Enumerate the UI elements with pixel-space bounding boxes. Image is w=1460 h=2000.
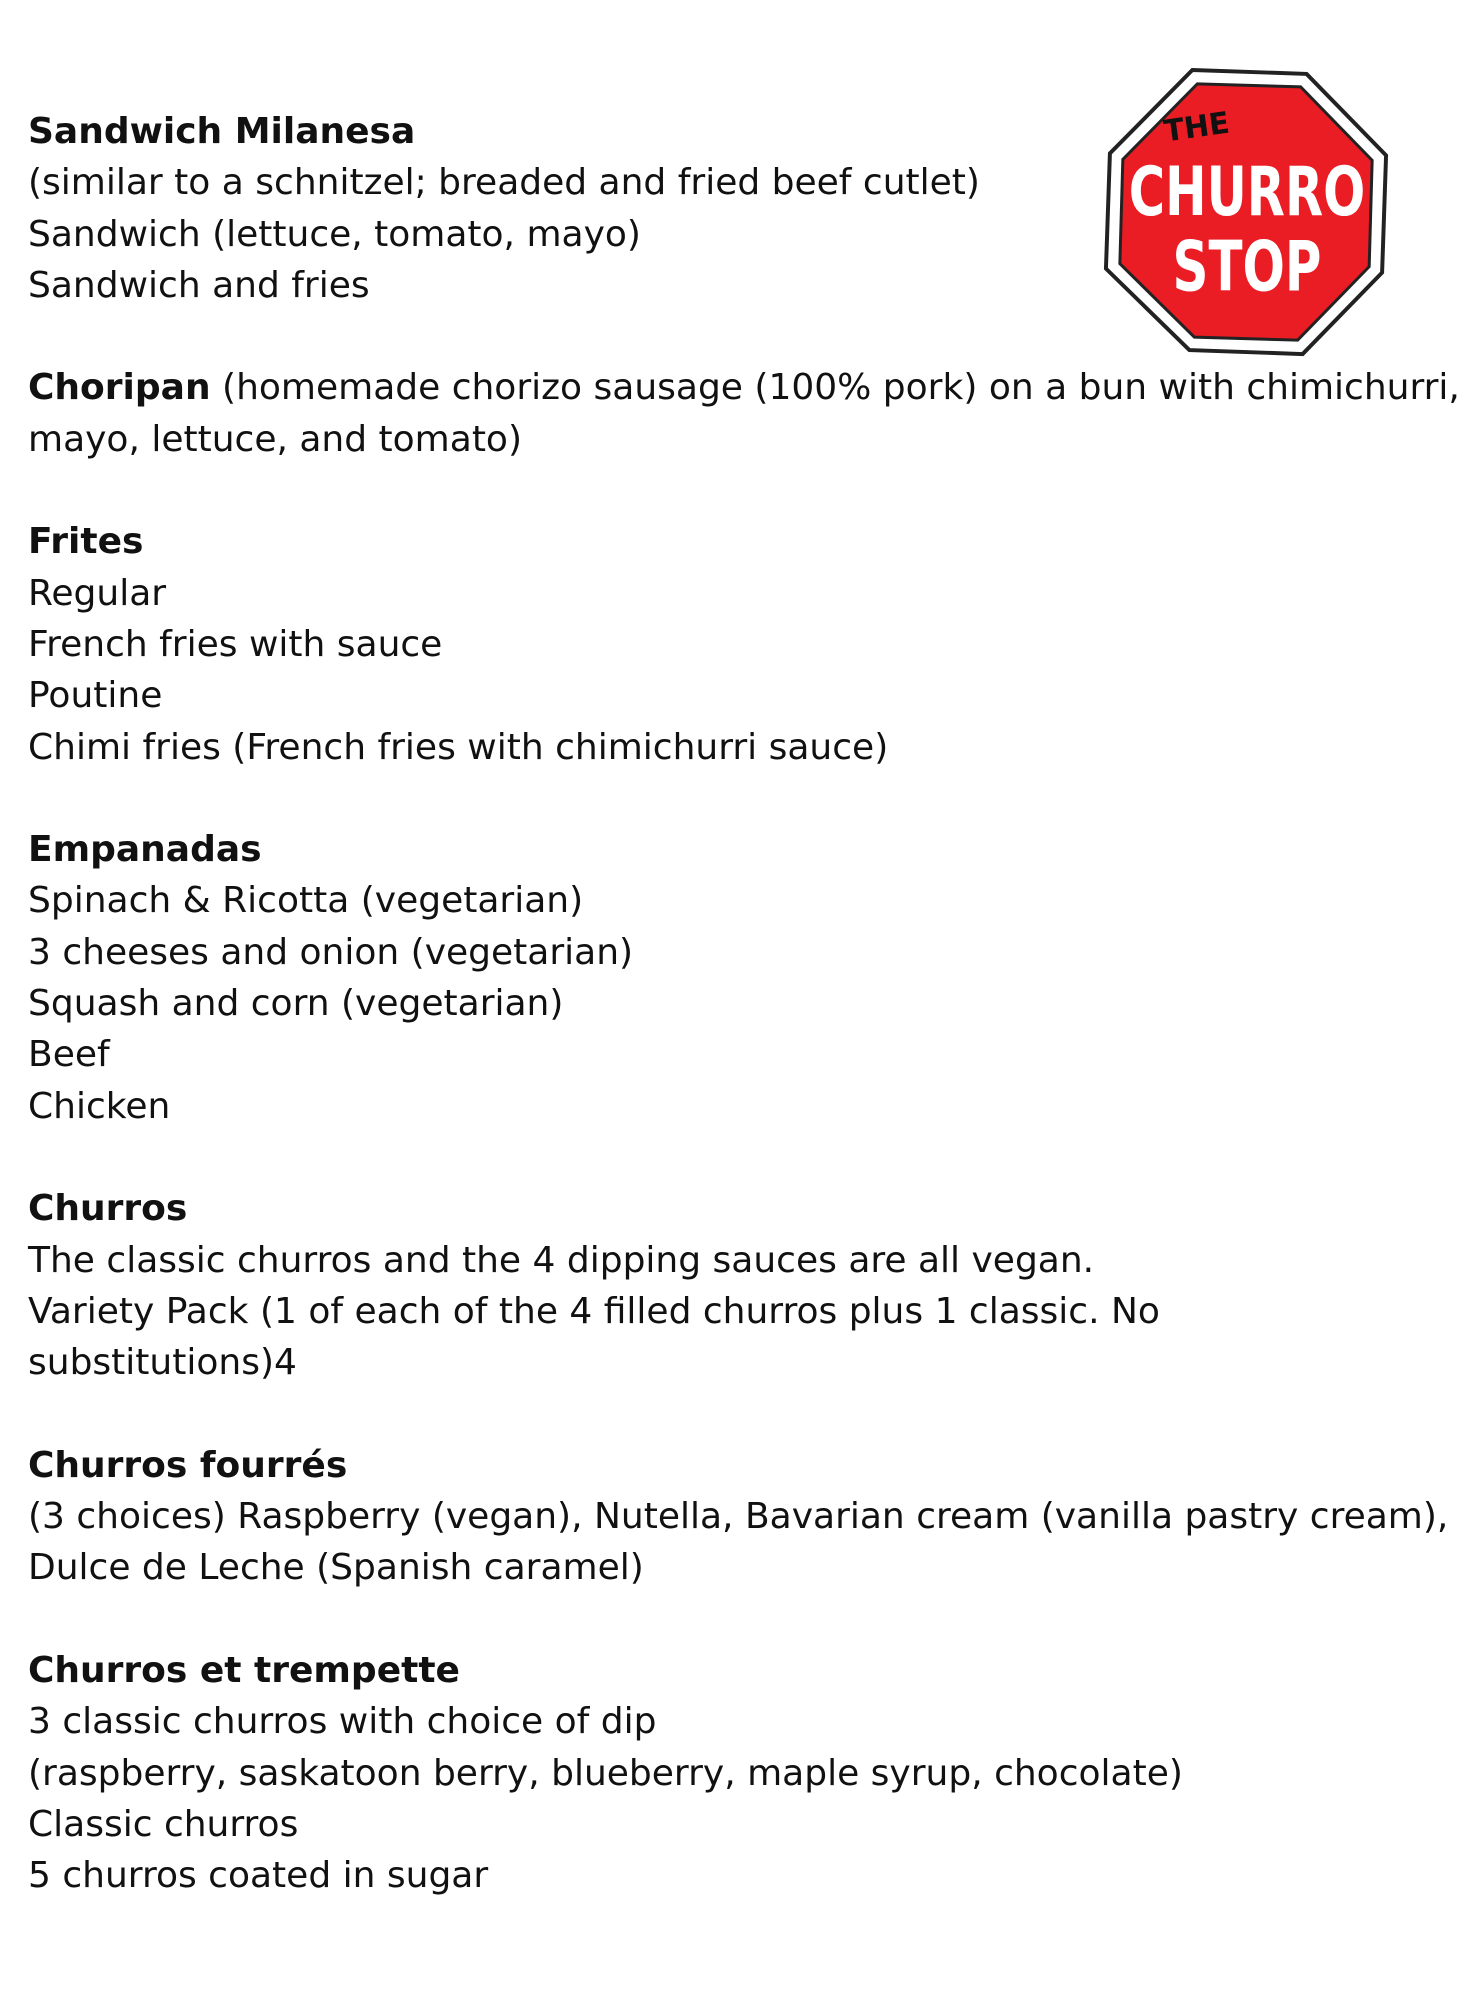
menu-item: (raspberry, saskatoon berry, blueberry, maple syrup, chocolate) — [28, 1752, 1183, 1794]
section-churros-trempette — [28, 1645, 1408, 1901]
spacer — [28, 465, 1408, 516]
section-title: Churros — [28, 1188, 188, 1230]
menu-item: Dulce de Leche (Spanish caramel) — [28, 1547, 644, 1589]
section-title: Empanadas — [28, 829, 262, 871]
spacer — [28, 1594, 1408, 1645]
section-choripan — [28, 362, 1460, 465]
spacer — [28, 1388, 1408, 1439]
logo-line1: CHURRO — [1128, 151, 1366, 231]
menu-item: Beef — [28, 1034, 110, 1076]
menu-item: (3 choices) Raspberry (vegan), Nutella, Bavarian cream (vanilla pastry cream), — [28, 1496, 1449, 1538]
menu-item: Sandwich and fries — [28, 264, 370, 306]
spacer — [28, 311, 1408, 362]
menu-item: Classic churros — [28, 1803, 299, 1845]
choripan-description-cont: mayo, lettuce, and tomato) — [28, 418, 522, 460]
menu-item: French fries with sauce — [28, 623, 443, 665]
logo-line2: STOP — [1172, 226, 1322, 308]
menu-item: Regular — [28, 572, 167, 614]
section-title: Choripan — [28, 367, 211, 409]
menu-item: 3 cheeses and onion (vegetarian) — [28, 931, 634, 973]
section-milanesa — [28, 106, 1408, 311]
choripan-description: (homemade chorizo sausage (100% pork) on a bun with chimichurri, — [210, 367, 1460, 409]
menu-item: Chicken — [28, 1085, 171, 1127]
section-title: Churros et trempette — [28, 1649, 460, 1691]
spacer — [28, 1132, 1408, 1183]
section-churros — [28, 1183, 1408, 1388]
menu-item: 5 churros coated in sugar — [28, 1855, 489, 1897]
menu-item: Sandwich (lettuce, tomato, mayo) — [28, 213, 641, 255]
menu-item: The classic churros and the 4 dipping sauces are all vegan. — [28, 1239, 1095, 1281]
section-title: Sandwich Milanesa — [28, 111, 416, 152]
menu-item: substitutions)4 — [28, 1342, 297, 1384]
spacer — [28, 773, 1408, 824]
menu-item: (similar to a schnitzel; breaded and fried beef cutlet) — [28, 162, 980, 204]
menu-item: Squash and corn (vegetarian) — [28, 983, 564, 1025]
section-empanadas — [28, 824, 1408, 1132]
section-title: Churros fourrés — [28, 1444, 348, 1486]
menu-item: Poutine — [28, 675, 163, 717]
section-frites — [28, 516, 1408, 772]
menu-item: Chimi fries (French fries with chimichurri sauce) — [28, 726, 889, 768]
menu-item: Variety Pack (1 of each of the 4 filled churros plus 1 classic. No — [28, 1290, 1160, 1332]
logo-the-text: THE — [1161, 105, 1232, 150]
section-churros-fourres — [28, 1440, 1449, 1594]
choripan-line — [28, 362, 1460, 413]
menu-item: Spinach & Ricotta (vegetarian) — [28, 880, 584, 922]
menu-list — [28, 106, 1460, 1901]
section-title: Frites — [28, 521, 144, 563]
menu-item: 3 classic churros with choice of dip — [28, 1701, 657, 1743]
